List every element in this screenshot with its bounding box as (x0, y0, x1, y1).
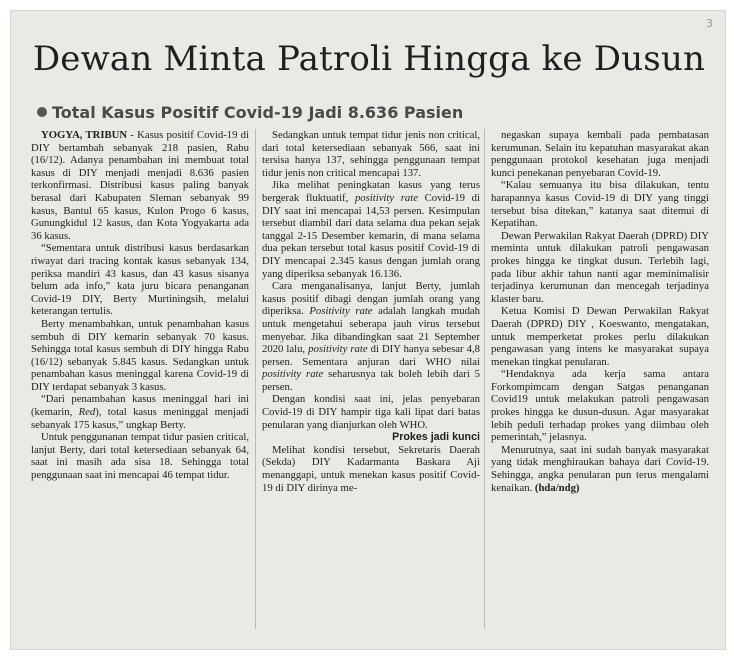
paragraph: “Sementara untuk distribusi kasus berdasarkan riwayat dari tracing kontak kasus sebanyak 134, periksa mandiri 43 kasus, dan 43 kasus sisanya belum ada info,” kata juru bicara penanganan Covid-19 DIY, Berty Murtiningsih, melalui keterangan tertulis. (31, 242, 249, 318)
paragraph: Dewan Perwakilan Rakyat Daerah (DPRD) DIY meminta untuk dilakukan patroli pengawasan prokes hingga ke tingkat dusun. Terlebih lagi, pada libur akhir tahun nanti agar meminimalisir terjadinya kerumunan dan mencegah terjadinya klaster baru. (491, 229, 709, 305)
paragraph: Ketua Komisi D Dewan Perwakilan Rakyat Daerah (DPRD) DIY , Koeswanto, mengatakan, untuk memperketat prokes perlu dilakukan pengawasan yang intens ke masyarakat supaya menekan tingkat penularan. (491, 305, 709, 368)
bullet-icon (37, 107, 47, 117)
paragraph: “Dari penambahan kasus meninggal hari ini (kemarin, Red), total kasus meninggal menjadi sebanyak 175 kasus,” ungkap Berty. (31, 393, 249, 431)
paragraph: Menurutnya, saat ini sudah banyak masyarakat yang tidak menghiraukan bahaya dari Covid-19. Sehingga, angka penularan pun terus mengalami kenaikan. (hda/ndg) (491, 443, 709, 494)
column-divider (484, 129, 485, 629)
paragraph: negaskan supaya kembali pada pembatasan kerumunan. Selain itu kepatuhan masyarakat akan penggunaan protokol kesehatan juga menjadi kunci penekanan penyebaran Covid-19. (491, 129, 709, 179)
paragraph: Jika melihat peningkatan kasus yang terus bergerak fluktuatif, positivity rate Covid-19 di DIY saat ini mencapai 14,53 persen. Kesimpulan tersebut diambil dari data selama dua pekan sejak tanggal 2-15 Desember kemarin, di mana selama dua pekan tersebut total kasus positif Covid-19 di DIY mencapai 2.345 kasus dengan jumlah orang yang diperiksa sebanyak 16.136. (262, 179, 480, 280)
paragraph: “Kalau semuanya itu bisa dilakukan, tentu harapannya kasus Covid-19 di DIY yang tinggi tersebut bisa ditekan,” katanya saat ditemui di Kepatihan. (491, 179, 709, 230)
paragraph: “Hendaknya ada kerja sama antara Forkompimcam dengan Satgas penanganan Covid19 untuk melakukan patroli pengawasan prokes hingga ke dusun-dusun. Agar masyarakat lebih peduli terhadap prokes yang diimbau oleh pemerintah,” jelasnya. (491, 368, 709, 444)
dateline: YOGYA, TRIBUN (41, 129, 128, 141)
paragraph: Berty menambahkan, untuk penambahan kasus sembuh di DIY kemarin sebanyak 70 kasus. Sehingga total kasus sembuh di DIY hingga Rabu (16/12) sebanyak 5.845 kasus. Sedangkan untuk penambahan kasus meninggal karena Covid-19 di DIY terdapat sebanyak 3 kasus. (31, 317, 249, 393)
paragraph: Cara menganalisanya, lanjut Berty, jumlah kasus positif dibagi dengan jumlah orang yang diperiksa. Positivity rate adalah langkah mudah untuk mengetahui seberapa jauh virus tersebut menyebar. Jika dibandingkan saat 21 September 2020 lalu, positivity rate di DIY hanya sebesar 4,8 persen. Sementara anjuran dari WHO nilai positivity rate seharusnya tak boleh lebih dari 5 persen. (262, 280, 480, 393)
headline: Dewan Minta Patroli Hingga ke Dusun (32, 39, 706, 79)
paragraph: Melihat kondisi tersebut, Sekretaris Daerah (Sekda) DIY Kadarmanta Baskara Aji menanggapi, untuk menekan kasus positif Covid-19 di DIY dirinya me- (262, 443, 480, 494)
subheadline (37, 100, 463, 124)
paragraph: Untuk penggunanan tempat tidur pasien critical, lanjut Berty, dari total ketersediaan sebanyak 64, saat ini masih ada sisa 18. Sehingga total penggunaan saat ini mencapai 46 tempat tidur. (31, 431, 249, 482)
section-heading: Prokes jadi kunci (392, 431, 480, 444)
paragraph: YOGYA, TRIBUN - Kasus positif Covid-19 di DIY bertambah sebanyak 218 pasien, Rabu (16/12). Adanya penambahan ini membuat total kasus di DIY menjadi menjadi 8.636 pasien terkonfirmasi. Distribusi kasus paling banyak berasal dari Kabupaten Sleman sebanyak 99 kasus, Bantul 65 kasus, Kulon Progo 6 kasus, Gunungkidul 12 kasus, dan Kota Yogyakarta ada 36 kasus. (31, 129, 249, 242)
article-column-1 (31, 129, 249, 641)
paragraph: Sedangkan untuk tempat tidur jenis non critical, dari total ketersediaan sebanyak 566, saat ini tersisa hanya 137, sehingga penggunaan tempat tidur jenis non critical mencapai 137. (262, 129, 480, 179)
column-divider (255, 129, 256, 629)
paragraph: Dengan kondisi saat ini, jelas penyebaran Covid-19 di DIY hampir tiga kali lipat dari batas penularan yang dianjurkan oleh WHO. (262, 393, 480, 431)
subheadline-text: Total Kasus Positif Covid-19 Jadi 8.636 Pasien (52, 102, 464, 122)
article-column-2 (262, 129, 480, 641)
byline: (hda/ndg) (534, 481, 580, 494)
corner-mark: 3 (706, 17, 713, 30)
newspaper-clipping (10, 10, 726, 650)
article-column-3 (491, 129, 709, 641)
